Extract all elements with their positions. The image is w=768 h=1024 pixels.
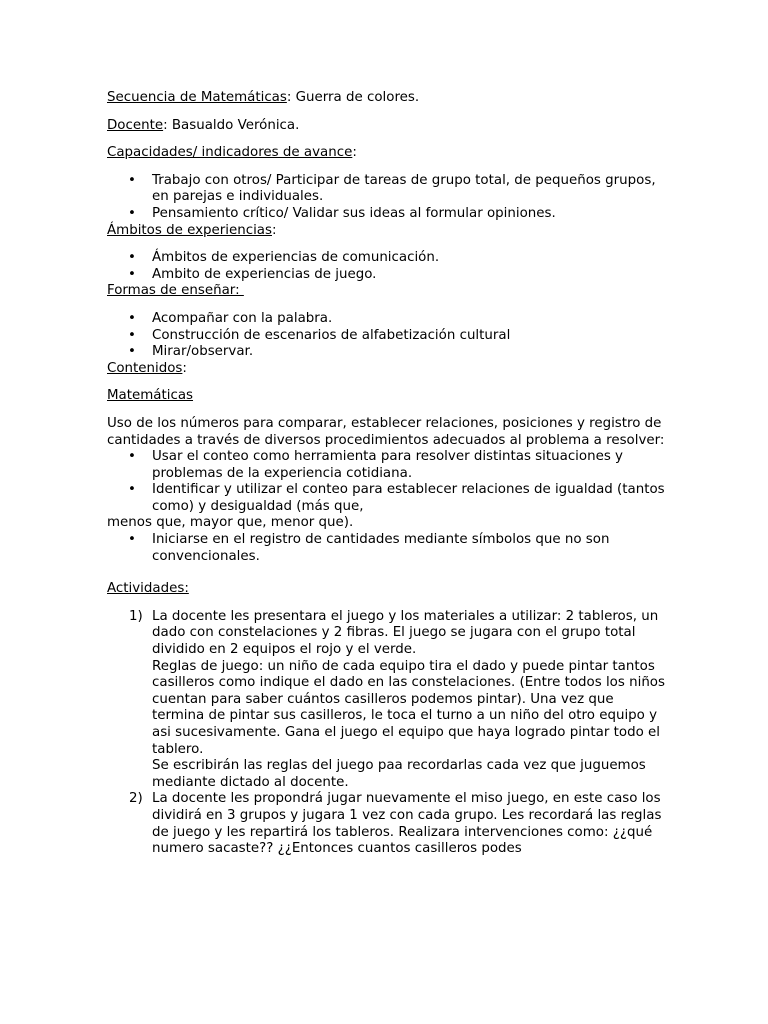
- secuencia-line: [107, 90, 667, 107]
- capacidades-colon: :: [352, 145, 357, 161]
- contenidos-list-b: [107, 532, 667, 565]
- ambitos-colon: :: [271, 222, 277, 238]
- matematicas-label: Matemáticas: [107, 388, 194, 404]
- actividad-number: 2): [129, 791, 143, 807]
- actividad-paragraph: Reglas de juego: un niño de cada equipo tira el dado y puede pintar tantos casilleros como indique el dado en las constelaciones. (Entre todos los niños cuentan para saber cuántos casilleros podemos pintar). Una vez que termina de pintar sus casilleros, le toca el turno a un niño del otro equipo y asi sucesivamente. Gana el juego el equipo que haya logrado pintar todo el tablero.: [152, 658, 665, 757]
- docente-label: Docente: [107, 117, 164, 133]
- actividad-number: 1): [129, 608, 143, 624]
- contenidos-item2-continuation: menos que, mayor que, menor que).: [107, 515, 354, 531]
- contenidos-label: Contenidos: [107, 360, 183, 376]
- formas-label: Formas de enseñar:: [107, 283, 244, 299]
- list-item: • Usar el conteo como herramienta para resolver distintas situaciones y problemas de la experiencia cotidiana.: [107, 449, 667, 482]
- formas-heading: [107, 283, 667, 300]
- list-item: • Iniciarse en el registro de cantidades mediante símbolos que no son convencionales.: [107, 532, 667, 565]
- secuencia-label: Secuencia de Matemáticas: [107, 90, 287, 105]
- list-item: • Acompañar con la palabra.: [107, 311, 667, 328]
- list-item: • Construcción de escenarios de alfabetización cultural: [107, 328, 667, 345]
- docente-line: [107, 118, 667, 135]
- formas-list: [107, 311, 667, 361]
- actividad-paragraph: La docente les propondrá jugar nuevamente el miso juego, en este caso los dividirá en 3 grupos y jugara 1 vez con cada grupo. Les recordará las reglas de juego y les repartirá los tableros. Realizara intervenciones como: ¿¿qué numero sacaste?? ¿¿Entonces cuantos casilleros podes: [152, 791, 662, 857]
- actividades-label: Actividades:: [107, 581, 189, 597]
- actividad-item-1: [107, 609, 667, 792]
- actividad-item-2: [107, 791, 667, 857]
- actividad-paragraph: La docente les presentara el juego y los materiales a utilizar: 2 tableros, un dado con constelaciones y 2 fibras. El juego se jugara con el grupo total dividido en 2 equipos el rojo y el verde.: [152, 608, 659, 658]
- list-item: • Mirar/observar.: [107, 344, 667, 361]
- capacidades-list: [107, 173, 667, 223]
- list-item: • Trabajo con otros/ Participar de tareas de grupo total, de pequeños grupos, en parejas e individuales.: [107, 173, 667, 206]
- list-item: • Identificar y utilizar el conteo para establecer relaciones de igualdad (tantos como) y desigualdad (más que,: [107, 482, 667, 515]
- ambitos-label: Ámbitos de experiencias: [107, 222, 272, 238]
- list-item: • Pensamiento crítico/ Validar sus ideas al formular opiniones.: [107, 206, 667, 223]
- document-page: [107, 90, 667, 858]
- capacidades-label: Capacidades/ indicadores de avance: [107, 145, 353, 161]
- capacidades-heading: [107, 145, 667, 162]
- ambitos-list: [107, 250, 667, 283]
- actividades-list: [107, 609, 667, 858]
- secuencia-value: : Guerra de colores.: [286, 90, 420, 105]
- contenidos-intro: Uso de los números para comparar, establecer relaciones, posiciones y registro de cantidades a través de diversos procedimientos adecuados al problema a resolver:: [107, 415, 665, 448]
- contenidos-list-a: [107, 449, 667, 515]
- actividades-heading: [107, 581, 667, 598]
- list-item: • Ámbitos de experiencias de comunicación.: [107, 250, 667, 267]
- actividad-paragraph: Se escribirán las reglas del juego paa recordarlas cada vez que juguemos mediante dictado al docente.: [152, 758, 646, 790]
- ambitos-heading: [107, 223, 667, 240]
- docente-value: : Basualdo Verónica.: [163, 117, 300, 133]
- list-item: • Ambito de experiencias de juego.: [107, 267, 667, 284]
- matematicas-heading: [107, 388, 667, 405]
- contenidos-colon: :: [182, 360, 187, 376]
- contenidos-heading: [107, 361, 667, 378]
